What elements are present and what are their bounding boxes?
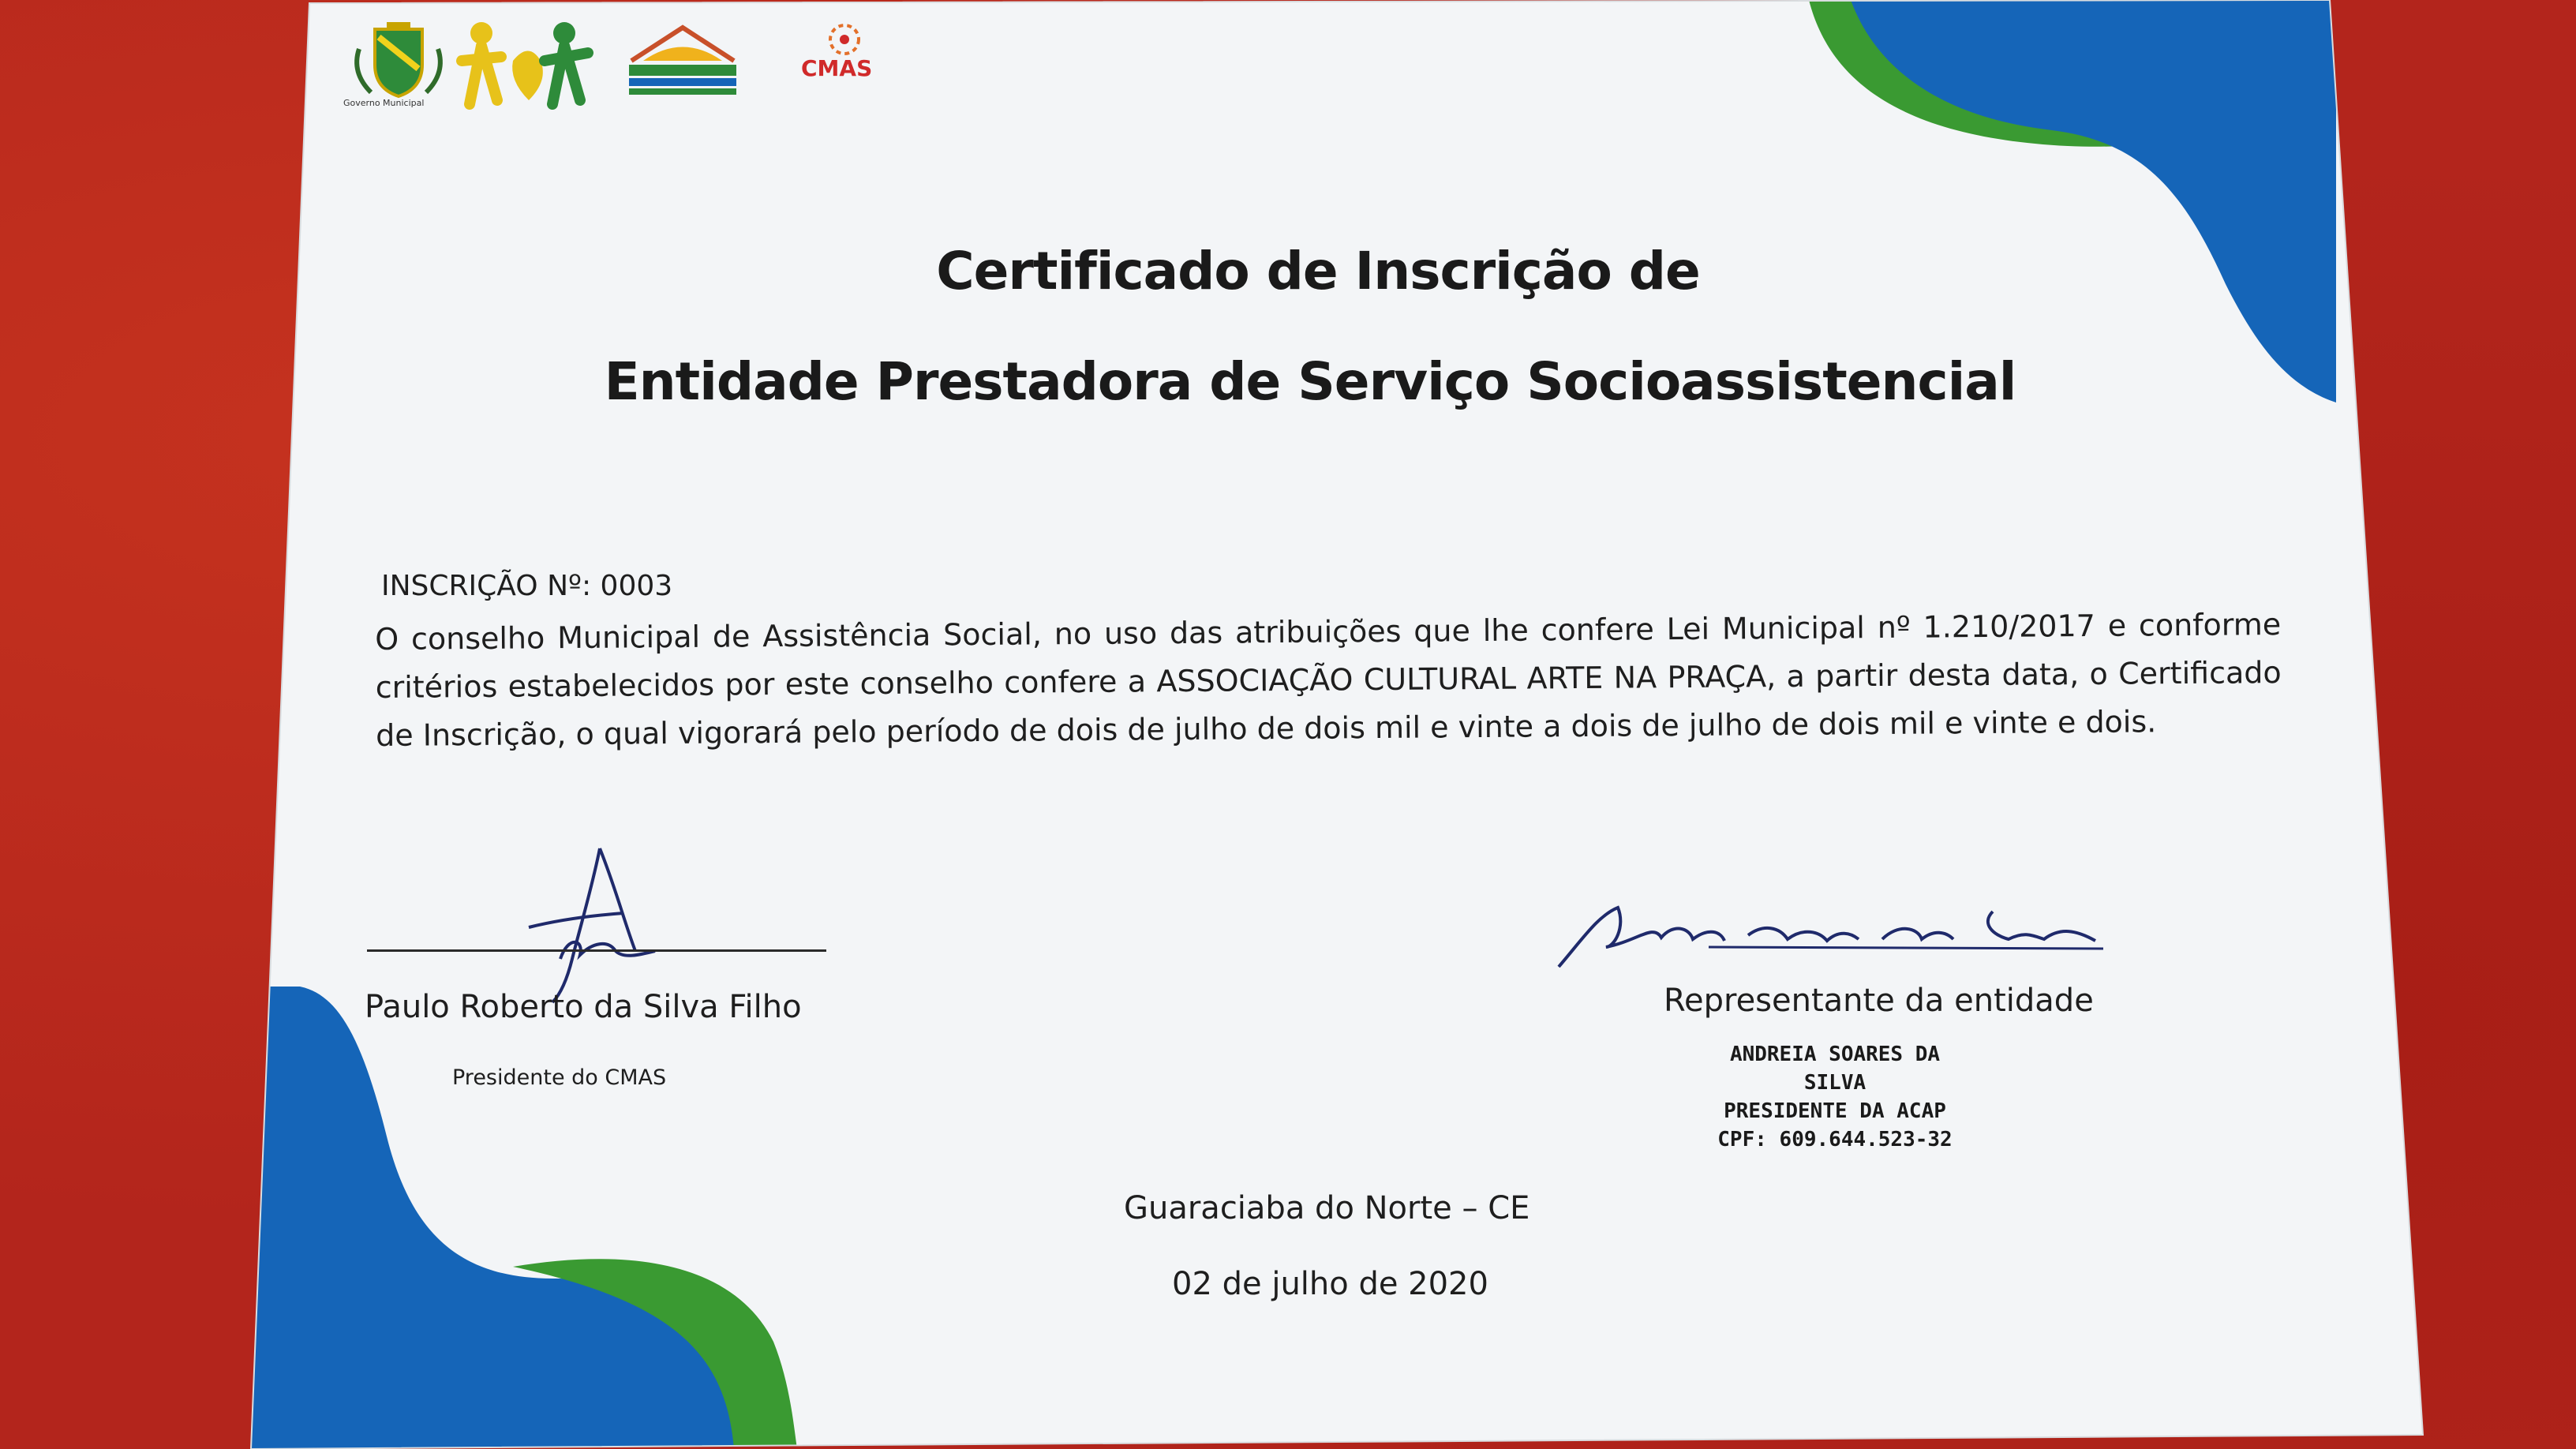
stamp-position: PRESIDENTE DA ACAP (1724, 1099, 1946, 1123)
issue-date: 02 de julho de 2020 (1172, 1266, 1488, 1302)
stamp-name: ANDREIA SOARES DA SILVA (1729, 1043, 1941, 1095)
issue-place: Guaraciaba do Norte – CE (1124, 1190, 1530, 1226)
left-signatory-role: Presidente do CMAS (452, 1065, 667, 1090)
governo-municipal-label: Governo Municipal (343, 98, 425, 108)
left-handwritten-signature (505, 841, 679, 1006)
right-handwritten-signature (1551, 892, 2119, 979)
secretaria-assistencia-social-logo (620, 21, 746, 112)
signatory-stamp (1701, 1040, 1969, 1154)
header-logos (335, 17, 904, 112)
certificate-title-line2: Entidade Prestadora de Serviço Socioassistencial (604, 351, 2016, 412)
certificate-body-text: O conselho Municipal de Assistência Social, no uso das atribuições que lhe confere Lei Municipal nº 1.210/2017 e conforme critérios estabelecidos por este conselho confere a ASSOCIAÇÃO CULTURAL ARTE NA PRAÇA, a partir desta data, o Certificado de Inscrição, o qual vigorará pelo período de dois de julho de dois mil e vinte a dois de julho de dois mil e vinte e dois. (375, 607, 2282, 753)
left-signatory-name: Paulo Roberto da Silva Filho (365, 989, 802, 1025)
stamp-cpf: CPF: 609.644.523-32 (1717, 1128, 1953, 1151)
inscription-number: INSCRIÇÃO Nº: 0003 (381, 570, 673, 602)
right-signatory-role: Representante da entidade (1664, 983, 2094, 1019)
people-logo (454, 17, 596, 112)
left-signature-line (367, 949, 826, 952)
cmas-wordmark: CMAS (801, 55, 873, 81)
certificate-title-line1: Certificado de Inscrição de (936, 241, 1700, 301)
